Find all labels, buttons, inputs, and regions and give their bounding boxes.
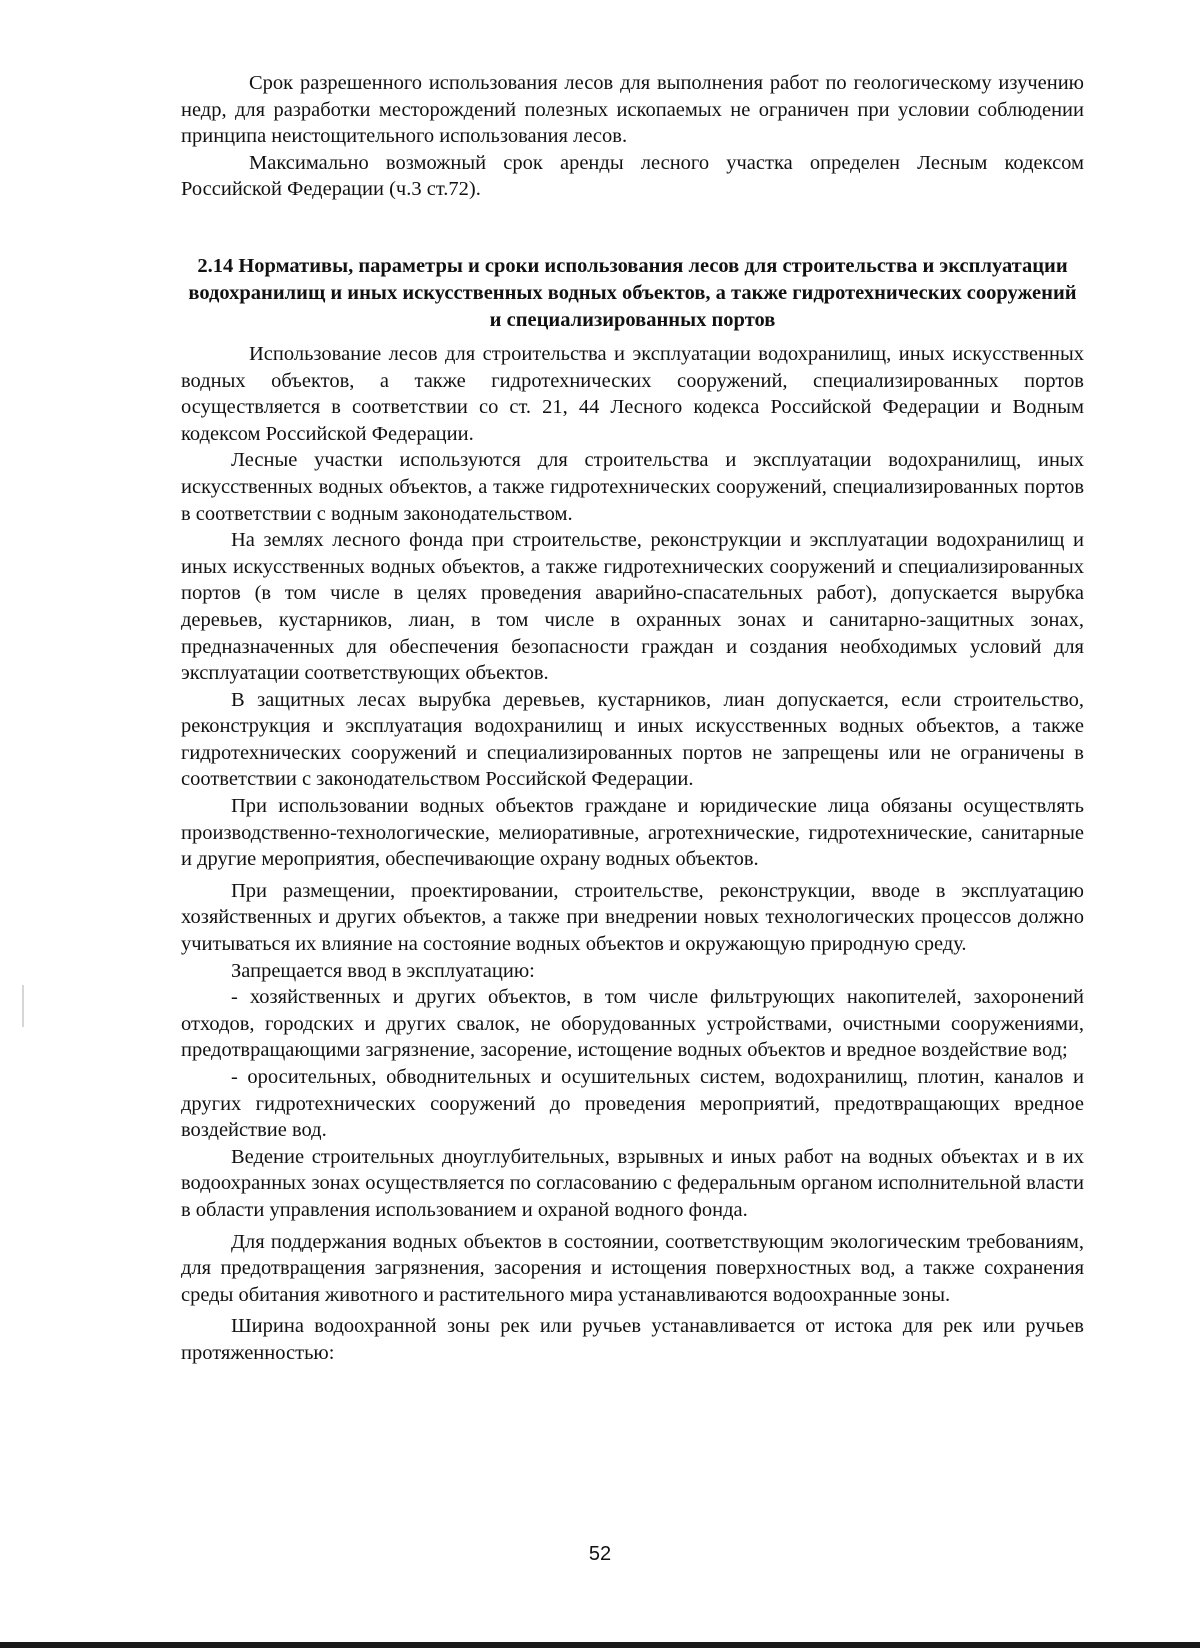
scan-artifact-mark: [22, 985, 24, 1027]
body-paragraph-6: При размещении, проектировании, строительстве, реконструкции, вводе в эксплуатацию хозяйственных и других объектов, а также при внедрении новых технологических процессов должно учитываться их влияние на состояние водных объектов и окружающую природную среду.: [181, 879, 1084, 956]
body-paragraph-9: Для поддержания водных объектов в состоянии, соответствующим экологическим требованиям, для предотвращения загрязнения, засорения и истощения поверхностных вод, а также сохранения среды обитания животного и растительного мира устанавливаются водоохранные зоны.: [181, 1230, 1084, 1306]
body-paragraph-5: При использовании водных объектов граждане и юридические лица обязаны осуществлять производственно-технологические, мелиоративные, агротехнические, гидротехнические, санитарные и другие мероприятия, обеспечивающие охрану водных объектов.: [181, 795, 1084, 871]
page-number: 52: [588, 1543, 612, 1565]
section-heading: 2.14 Нормативы, параметры и сроки использования лесов для строительства и эксплуатации водохранилищ и иных искусственных водных объектов, а также гидротехнических сооружений и специализированных портов: [188, 254, 1077, 331]
body-paragraph-1: Использование лесов для строительства и эксплуатации водохранилищ, иных искусственных водных объектов, а также гидротехнических сооружений, специализированных портов осуществляется в соответствии со ст. 21, 44 Лесного кодекса Российской Федерации и Водным кодексом Российской Федерации.: [181, 342, 1084, 445]
body-paragraph-4: В защитных лесах вырубка деревьев, кустарников, лиан допускается, если строительство, реконструкция и эксплуатация водохранилищ и иных искусственных водных объектов, а также гидротехнических сооружений и специализированных портов не запрещены или не ограничены в соответствии с законодательством Российской Федерации.: [181, 688, 1084, 791]
intro-paragraph-1: Срок разрешенного использования лесов для выполнения работ по геологическому изучению недр, для разработки месторождений полезных ископаемых не ограничен при условии соблюдении принципа неистощительного использования лесов.: [181, 72, 1084, 148]
intro-paragraph-2: Максимально возможный срок аренды лесного участка определен Лесным кодексом Российской Федерации (ч.3 ст.72).: [181, 151, 1084, 201]
body-list-item-1: - хозяйственных и других объектов, в том числе фильтрующих накопителей, захоронений отходов, городских и других свалок, не оборудованных устройствами, очистными сооружениями, предотвращающими загрязнение, засорение, истощение водных объектов и вредное воздействие вод;: [181, 986, 1084, 1062]
body-list-item-2: - оросительных, обводнительных и осушительных систем, водохранилищ, плотин, каналов и других гидротехнических сооружений до проведения мероприятий, предотвращающих вредное воздействие вод.: [181, 1066, 1084, 1142]
body-paragraph-2: Лесные участки используются для строительства и эксплуатации водохранилищ, иных искусственных водных объектов, а также гидротехнических сооружений, специализированных портов в соответствии с водным законодательством.: [181, 449, 1084, 525]
bottom-rule: [0, 1642, 1200, 1648]
body-paragraph-7: Запрещается ввод в эксплуатацию:: [231, 959, 535, 982]
body-paragraph-3: На землях лесного фонда при строительстве, реконструкции и эксплуатации водохранилищ и иных искусственных водных объектов, а также гидротехнических сооружений и специализированных портов (в том числе в целях проведения аварийно-спасательных работ), допускается вырубка деревьев, кустарников, лиан, в том числе в охранных зонах и санитарно-защитных зонах, предназначенных для обеспечения безопасности граждан и создания необходимых условий для эксплуатации соответствующих объектов.: [181, 529, 1084, 685]
page-content: [181, 70, 1084, 1367]
body-paragraph-10: Ширина водоохранной зоны рек или ручьев устанавливается от истока для рек или ручьев протяженностью:: [181, 1315, 1084, 1364]
body-paragraph-8: Ведение строительных дноуглубительных, взрывных и иных работ на водных объектах и в их водоохранных зонах осуществляется по согласованию с федеральным органом исполнительной власти в области управления использованием и охраной водного фонда.: [181, 1145, 1084, 1221]
